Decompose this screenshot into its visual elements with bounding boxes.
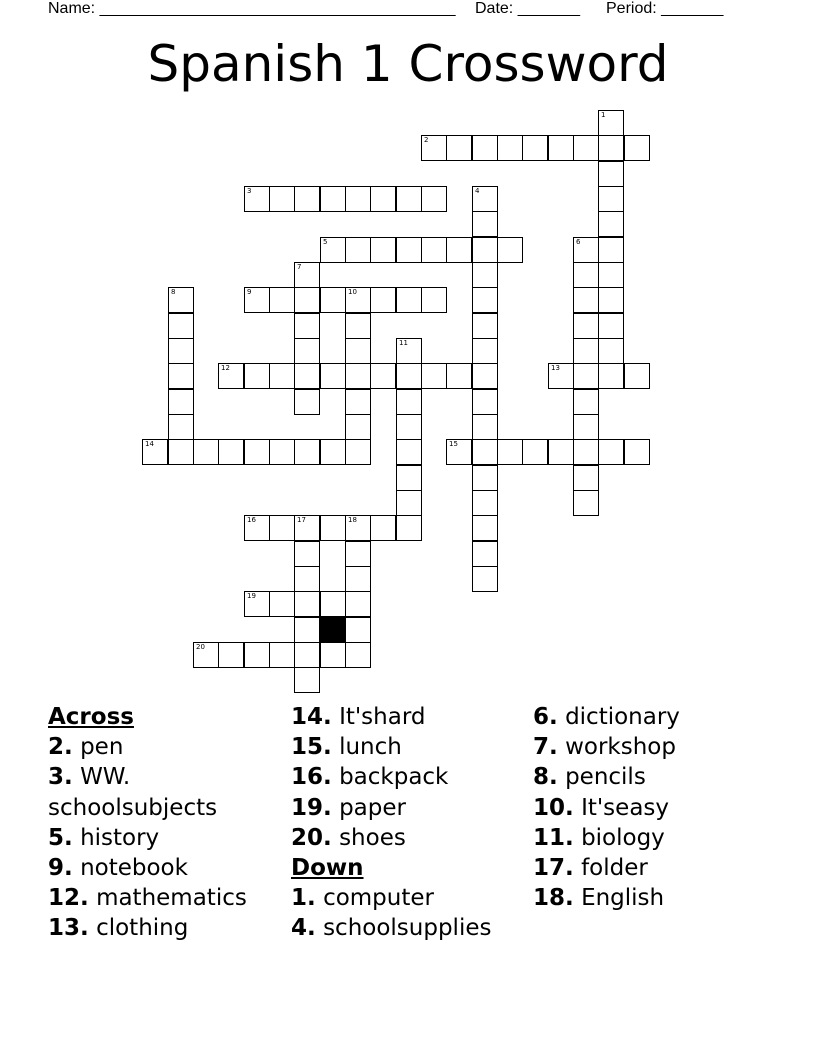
grid-cell[interactable] <box>294 186 320 212</box>
grid-cell[interactable] <box>396 338 422 364</box>
clue-number: 13 <box>551 364 560 372</box>
grid-cell[interactable] <box>497 135 523 161</box>
grid-cell[interactable] <box>168 363 194 389</box>
across-clue: 9. notebook <box>48 855 188 882</box>
grid-cell[interactable] <box>244 186 270 212</box>
grid-cell[interactable] <box>396 363 422 389</box>
grid-cell[interactable] <box>320 186 346 212</box>
down-heading: Down <box>291 855 364 882</box>
grid-block <box>320 617 346 643</box>
clue-column-1 <box>48 702 280 944</box>
grid-cell[interactable] <box>345 363 371 389</box>
grid-cell[interactable] <box>320 591 346 617</box>
grid-cell[interactable] <box>269 186 295 212</box>
clue-number: 6 <box>576 238 581 246</box>
across-heading: Across <box>48 704 134 730</box>
grid-cell[interactable] <box>244 287 270 313</box>
grid-cell[interactable] <box>218 363 244 389</box>
grid-cell[interactable] <box>522 135 548 161</box>
grid-cell[interactable] <box>168 414 194 440</box>
grid-cell[interactable] <box>421 237 447 263</box>
clue-column-2 <box>291 702 523 944</box>
grid-cell[interactable] <box>472 566 498 592</box>
grid-cell[interactable] <box>320 642 346 668</box>
grid-cell[interactable] <box>294 591 320 617</box>
grid-cell[interactable] <box>573 363 599 389</box>
grid-cell[interactable] <box>446 237 472 263</box>
down-clue: 8. pencils <box>533 764 646 791</box>
grid-cell[interactable] <box>573 237 599 263</box>
grid-cell[interactable] <box>370 363 396 389</box>
grid-cell[interactable] <box>193 439 219 465</box>
grid-cell[interactable] <box>345 237 371 263</box>
grid-cell[interactable] <box>573 465 599 491</box>
grid-cell[interactable] <box>396 287 422 313</box>
date-field[interactable]: Date: _______ <box>475 0 580 17</box>
down-clue: 18. English <box>533 885 665 912</box>
clue-number: 5 <box>323 238 328 246</box>
down-clue: 1. computer <box>291 885 434 912</box>
grid-cell[interactable] <box>472 262 498 288</box>
grid-cell[interactable] <box>294 262 320 288</box>
grid-cell[interactable] <box>345 617 371 643</box>
period-field[interactable]: Period: _______ <box>606 0 724 17</box>
grid-cell[interactable] <box>598 363 624 389</box>
across-clue: 12. mathematics <box>48 885 247 912</box>
grid-cell[interactable] <box>294 617 320 643</box>
clue-number: 17 <box>297 516 306 524</box>
grid-cell[interactable] <box>345 591 371 617</box>
grid-cell[interactable] <box>598 313 624 339</box>
down-clue: 17. folder <box>533 855 648 882</box>
grid-cell[interactable] <box>396 490 422 516</box>
grid-cell[interactable] <box>370 287 396 313</box>
grid-cell[interactable] <box>320 515 346 541</box>
grid-cell[interactable] <box>345 186 371 212</box>
grid-cell[interactable] <box>345 313 371 339</box>
grid-cell[interactable] <box>624 363 650 389</box>
grid-cell[interactable] <box>269 515 295 541</box>
grid-cell[interactable] <box>472 414 498 440</box>
grid-cell[interactable] <box>573 287 599 313</box>
grid-cell[interactable] <box>421 186 447 212</box>
grid-cell[interactable] <box>244 515 270 541</box>
grid-cell[interactable] <box>345 414 371 440</box>
grid-cell[interactable] <box>168 338 194 364</box>
grid-cell[interactable] <box>244 591 270 617</box>
grid-cell[interactable] <box>472 439 498 465</box>
grid-cell[interactable] <box>345 338 371 364</box>
grid-cell[interactable] <box>472 338 498 364</box>
grid-cell[interactable] <box>269 591 295 617</box>
grid-cell[interactable] <box>421 135 447 161</box>
grid-cell[interactable] <box>497 439 523 465</box>
grid-cell[interactable] <box>320 287 346 313</box>
grid-cell[interactable] <box>573 262 599 288</box>
clue-number: 15 <box>449 440 458 448</box>
grid-cell[interactable] <box>472 363 498 389</box>
clue-number: 1 <box>601 111 606 119</box>
grid-cell[interactable] <box>396 389 422 415</box>
grid-cell[interactable] <box>294 313 320 339</box>
grid-cell[interactable] <box>522 439 548 465</box>
across-clue: 13. clothing <box>48 915 189 942</box>
grid-cell[interactable] <box>345 566 371 592</box>
clue-number: 19 <box>247 592 256 600</box>
grid-cell[interactable] <box>168 287 194 313</box>
grid-cell[interactable] <box>218 642 244 668</box>
grid-cell[interactable] <box>598 110 624 136</box>
grid-cell[interactable] <box>396 515 422 541</box>
grid-cell[interactable] <box>370 186 396 212</box>
grid-cell[interactable] <box>345 389 371 415</box>
grid-cell[interactable] <box>472 287 498 313</box>
clue-number: 10 <box>348 288 357 296</box>
across-clue: 20. shoes <box>291 824 406 851</box>
page-title: Spanish 1 Crossword <box>147 35 669 93</box>
grid-cell[interactable] <box>598 338 624 364</box>
grid-cell[interactable] <box>548 439 574 465</box>
grid-cell[interactable] <box>244 642 270 668</box>
clue-number: 8 <box>171 288 176 296</box>
grid-cell[interactable] <box>573 389 599 415</box>
down-clue: 4. schoolsupplies <box>291 915 492 942</box>
grid-cell[interactable] <box>472 313 498 339</box>
clue-column-3 <box>533 702 773 913</box>
grid-cell[interactable] <box>320 237 346 263</box>
grid-cell[interactable] <box>345 642 371 668</box>
clue-number: 14 <box>145 440 154 448</box>
clue-number: 12 <box>221 364 230 372</box>
grid-cell[interactable] <box>446 135 472 161</box>
grid-cell[interactable] <box>168 389 194 415</box>
grid-cell[interactable] <box>269 439 295 465</box>
grid-cell[interactable] <box>573 338 599 364</box>
grid-cell[interactable] <box>573 439 599 465</box>
down-clue: 7. workshop <box>533 734 676 761</box>
grid-cell[interactable] <box>142 439 168 465</box>
grid-cell[interactable] <box>294 642 320 668</box>
across-clue: 2. pen <box>48 734 124 761</box>
grid-cell[interactable] <box>320 439 346 465</box>
down-clue: 10. It'seasy <box>533 794 670 821</box>
clue-number: 20 <box>196 643 205 651</box>
clue-number: 2 <box>424 136 429 144</box>
grid-cell[interactable] <box>472 211 498 237</box>
across-clue: 16. backpack <box>291 764 449 791</box>
grid-cell[interactable] <box>548 363 574 389</box>
grid-cell[interactable] <box>472 541 498 567</box>
grid-cell[interactable] <box>370 237 396 263</box>
grid-cell[interactable] <box>598 439 624 465</box>
grid-cell[interactable] <box>396 186 422 212</box>
across-clue: 19. paper <box>291 794 406 821</box>
grid-cell[interactable] <box>294 667 320 693</box>
grid-cell[interactable] <box>168 439 194 465</box>
grid-cell[interactable] <box>294 363 320 389</box>
grid-cell[interactable] <box>548 135 574 161</box>
grid-cell[interactable] <box>396 465 422 491</box>
grid-cell[interactable] <box>244 439 270 465</box>
clue-number: 18 <box>348 516 357 524</box>
grid-cell[interactable] <box>421 287 447 313</box>
clue-number: 9 <box>247 288 252 296</box>
grid-cell[interactable] <box>345 439 371 465</box>
grid-cell[interactable] <box>573 490 599 516</box>
grid-cell[interactable] <box>598 262 624 288</box>
clue-number: 7 <box>297 263 302 271</box>
clue-number: 16 <box>247 516 256 524</box>
grid-cell[interactable] <box>294 389 320 415</box>
grid-cell[interactable] <box>345 287 371 313</box>
grid-cell[interactable] <box>269 642 295 668</box>
across-clue: 14. It'shard <box>291 704 426 730</box>
grid-cell[interactable] <box>396 439 422 465</box>
clue-number: 11 <box>399 339 408 347</box>
grid-cell[interactable] <box>472 135 498 161</box>
grid-cell[interactable] <box>193 642 219 668</box>
grid-cell[interactable] <box>218 439 244 465</box>
grid-cell[interactable] <box>472 465 498 491</box>
grid-cell[interactable] <box>269 363 295 389</box>
grid-cell[interactable] <box>294 338 320 364</box>
grid-cell[interactable] <box>396 414 422 440</box>
grid-cell[interactable] <box>573 135 599 161</box>
grid-cell[interactable] <box>269 287 295 313</box>
grid-cell[interactable] <box>624 439 650 465</box>
grid-cell[interactable] <box>446 439 472 465</box>
grid-cell[interactable] <box>421 363 447 389</box>
grid-cell[interactable] <box>472 389 498 415</box>
grid-cell[interactable] <box>294 439 320 465</box>
grid-cell[interactable] <box>472 186 498 212</box>
down-clue: 11. biology <box>533 824 665 851</box>
grid-cell[interactable] <box>370 515 396 541</box>
grid-cell[interactable] <box>294 287 320 313</box>
grid-cell[interactable] <box>472 515 498 541</box>
grid-cell[interactable] <box>598 161 624 187</box>
grid-cell[interactable] <box>294 515 320 541</box>
grid-cell[interactable] <box>573 414 599 440</box>
grid-cell[interactable] <box>396 237 422 263</box>
down-clue: 6. dictionary <box>533 704 680 730</box>
grid-cell[interactable] <box>598 186 624 212</box>
grid-cell[interactable] <box>345 541 371 567</box>
grid-cell[interactable] <box>598 237 624 263</box>
grid-cell[interactable] <box>320 363 346 389</box>
clue-number: 4 <box>475 187 480 195</box>
grid-cell[interactable] <box>573 313 599 339</box>
name-field[interactable]: Name: ________________________________________ <box>48 0 456 17</box>
grid-cell[interactable] <box>294 541 320 567</box>
across-clue: 5. history <box>48 824 160 851</box>
grid-cell[interactable] <box>472 237 498 263</box>
grid-cell[interactable] <box>598 287 624 313</box>
grid-cell[interactable] <box>244 363 270 389</box>
grid-cell[interactable] <box>497 237 523 263</box>
grid-cell[interactable] <box>624 135 650 161</box>
grid-cell[interactable] <box>446 363 472 389</box>
grid-cell[interactable] <box>294 566 320 592</box>
grid-cell[interactable] <box>168 313 194 339</box>
clue-number: 3 <box>247 187 252 195</box>
grid-cell[interactable] <box>598 211 624 237</box>
across-clue: 3. WW. schoolsubjects <box>48 764 218 821</box>
grid-cell[interactable] <box>472 490 498 516</box>
grid-cell[interactable] <box>345 515 371 541</box>
grid-cell[interactable] <box>598 135 624 161</box>
across-clue: 15. lunch <box>291 734 402 761</box>
